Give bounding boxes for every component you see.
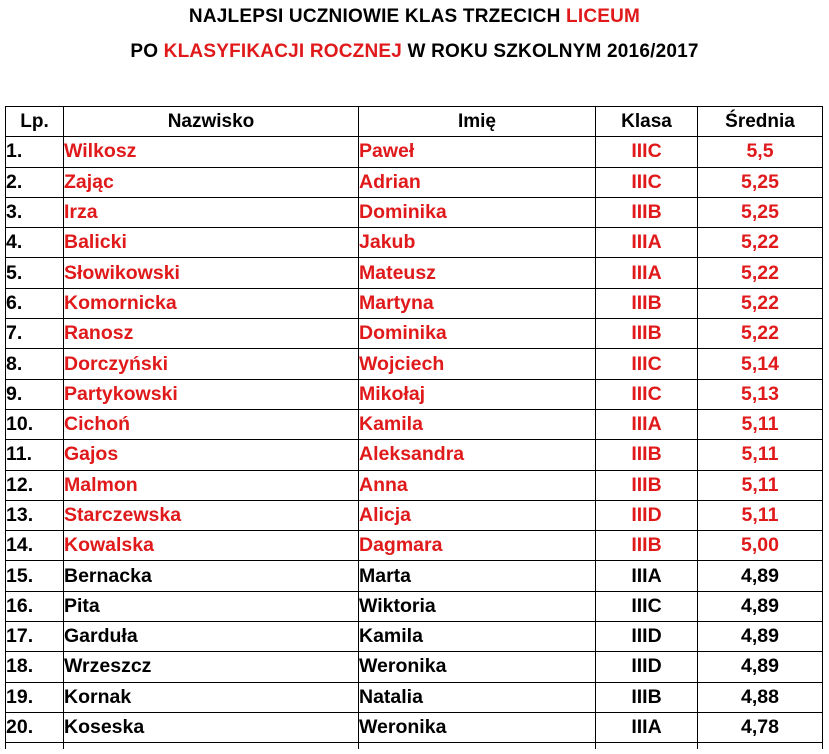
page-subtitle [0, 41, 829, 63]
surname-cell: Komornicka [64, 288, 359, 318]
average-cell: 4,78 [698, 712, 823, 742]
header-imie: Imię [359, 107, 596, 137]
row-number: 19. [6, 682, 64, 712]
class-cell: IIIC [596, 167, 698, 197]
row-number: 7. [6, 319, 64, 349]
row-number: 2. [6, 167, 64, 197]
class-cell: IIIC [596, 137, 698, 167]
class-cell: IIID [596, 500, 698, 530]
first-name-cell: Kamila [359, 409, 596, 439]
surname-cell: Starczewska [64, 500, 359, 530]
table-row [6, 228, 823, 258]
surname-cell: Cichoń [64, 409, 359, 439]
surname-cell: Partykowski [64, 379, 359, 409]
table-row [6, 167, 823, 197]
first-name-cell: Martyna [359, 288, 596, 318]
row-number: 10. [6, 409, 64, 439]
surname-cell: Gajos [64, 440, 359, 470]
first-name-cell: Dominika [359, 319, 596, 349]
class-cell: IIIA [596, 712, 698, 742]
surname-cell: Wilkosz [64, 137, 359, 167]
row-number: 9. [6, 379, 64, 409]
surname-cell: Dorczyński [64, 349, 359, 379]
table-row [6, 531, 823, 561]
table-row [6, 500, 823, 530]
table-row-cut-off [6, 743, 823, 750]
empty-cell [64, 743, 359, 750]
row-number: 5. [6, 258, 64, 288]
table-row [6, 561, 823, 591]
row-number: 17. [6, 622, 64, 652]
row-number: 14. [6, 531, 64, 561]
table-row [6, 622, 823, 652]
row-number: 15. [6, 561, 64, 591]
ranking-table [5, 106, 823, 749]
average-cell: 5,22 [698, 319, 823, 349]
surname-cell: Pita [64, 591, 359, 621]
average-cell: 5,25 [698, 167, 823, 197]
class-cell: IIID [596, 622, 698, 652]
class-cell: IIIB [596, 682, 698, 712]
average-cell: 4,89 [698, 622, 823, 652]
table-header-row [6, 107, 823, 137]
first-name-cell: Adrian [359, 167, 596, 197]
row-number: 11. [6, 440, 64, 470]
class-cell: IIIB [596, 197, 698, 227]
empty-cell [6, 743, 64, 750]
first-name-cell: Aleksandra [359, 440, 596, 470]
first-name-cell: Mateusz [359, 258, 596, 288]
title-line2-highlight: KLASYFIKACJI ROCZNEJ [163, 41, 403, 62]
average-cell: 5,13 [698, 379, 823, 409]
row-number: 18. [6, 652, 64, 682]
surname-cell: Koseska [64, 712, 359, 742]
surname-cell: Bernacka [64, 561, 359, 591]
header-lp: Lp. [6, 107, 64, 137]
average-cell: 4,89 [698, 652, 823, 682]
average-cell: 4,88 [698, 682, 823, 712]
row-number: 8. [6, 349, 64, 379]
header-nazwisko: Nazwisko [64, 107, 359, 137]
average-cell: 4,89 [698, 561, 823, 591]
first-name-cell: Weronika [359, 652, 596, 682]
average-cell: 5,11 [698, 440, 823, 470]
average-cell: 5,25 [698, 197, 823, 227]
first-name-cell: Wiktoria [359, 591, 596, 621]
first-name-cell: Natalia [359, 682, 596, 712]
table-row [6, 409, 823, 439]
empty-cell [359, 743, 596, 750]
surname-cell: Kowalska [64, 531, 359, 561]
empty-cell [698, 743, 823, 750]
surname-cell: Zając [64, 167, 359, 197]
surname-cell: Malmon [64, 470, 359, 500]
first-name-cell: Paweł [359, 137, 596, 167]
first-name-cell: Dagmara [359, 531, 596, 561]
average-cell: 5,22 [698, 288, 823, 318]
surname-cell: Słowikowski [64, 258, 359, 288]
surname-cell: Irza [64, 197, 359, 227]
table-row [6, 712, 823, 742]
class-cell: IIIC [596, 591, 698, 621]
table-row [6, 319, 823, 349]
class-cell: IIID [596, 652, 698, 682]
average-cell: 5,22 [698, 258, 823, 288]
average-cell: 5,11 [698, 470, 823, 500]
table-row [6, 288, 823, 318]
empty-cell [596, 743, 698, 750]
table-row [6, 652, 823, 682]
surname-cell: Balicki [64, 228, 359, 258]
table-row [6, 349, 823, 379]
first-name-cell: Kamila [359, 622, 596, 652]
class-cell: IIIC [596, 349, 698, 379]
class-cell: IIIA [596, 228, 698, 258]
table-row [6, 379, 823, 409]
row-number: 6. [6, 288, 64, 318]
first-name-cell: Mikołaj [359, 379, 596, 409]
class-cell: IIIC [596, 379, 698, 409]
header-klasa: Klasa [596, 107, 698, 137]
average-cell: 4,89 [698, 591, 823, 621]
class-cell: IIIB [596, 470, 698, 500]
average-cell: 5,5 [698, 137, 823, 167]
first-name-cell: Alicja [359, 500, 596, 530]
table-row [6, 682, 823, 712]
row-number: 16. [6, 591, 64, 621]
first-name-cell: Wojciech [359, 349, 596, 379]
table-row [6, 258, 823, 288]
table-row [6, 197, 823, 227]
row-number: 3. [6, 197, 64, 227]
surname-cell: Ranosz [64, 319, 359, 349]
header-srednia: Średnia [698, 107, 823, 137]
row-number: 1. [6, 137, 64, 167]
average-cell: 5,00 [698, 531, 823, 561]
title-line2-suffix: W ROKU SZKOLNYM 2016/2017 [402, 41, 699, 62]
first-name-cell: Anna [359, 470, 596, 500]
first-name-cell: Jakub [359, 228, 596, 258]
title-line1-prefix: NAJLEPSI UCZNIOWIE KLAS TRZECICH [188, 6, 567, 27]
row-number: 12. [6, 470, 64, 500]
average-cell: 5,11 [698, 500, 823, 530]
average-cell: 5,11 [698, 409, 823, 439]
surname-cell: Wrzeszcz [64, 652, 359, 682]
title-line2-prefix: PO [130, 41, 164, 62]
surname-cell: Kornak [64, 682, 359, 712]
class-cell: IIIA [596, 409, 698, 439]
class-cell: IIIB [596, 319, 698, 349]
table-row [6, 137, 823, 167]
row-number: 20. [6, 712, 64, 742]
page-title [0, 6, 829, 28]
table-row [6, 440, 823, 470]
row-number: 4. [6, 228, 64, 258]
class-cell: IIIB [596, 531, 698, 561]
first-name-cell: Marta [359, 561, 596, 591]
first-name-cell: Weronika [359, 712, 596, 742]
class-cell: IIIA [596, 258, 698, 288]
average-cell: 5,14 [698, 349, 823, 379]
class-cell: IIIB [596, 440, 698, 470]
table-body [6, 137, 823, 749]
table-row [6, 591, 823, 621]
table-row [6, 470, 823, 500]
row-number: 13. [6, 500, 64, 530]
average-cell: 5,22 [698, 228, 823, 258]
first-name-cell: Dominika [359, 197, 596, 227]
title-line1-highlight: LICEUM [566, 6, 641, 27]
surname-cell: Garduła [64, 622, 359, 652]
class-cell: IIIB [596, 288, 698, 318]
class-cell: IIIA [596, 561, 698, 591]
